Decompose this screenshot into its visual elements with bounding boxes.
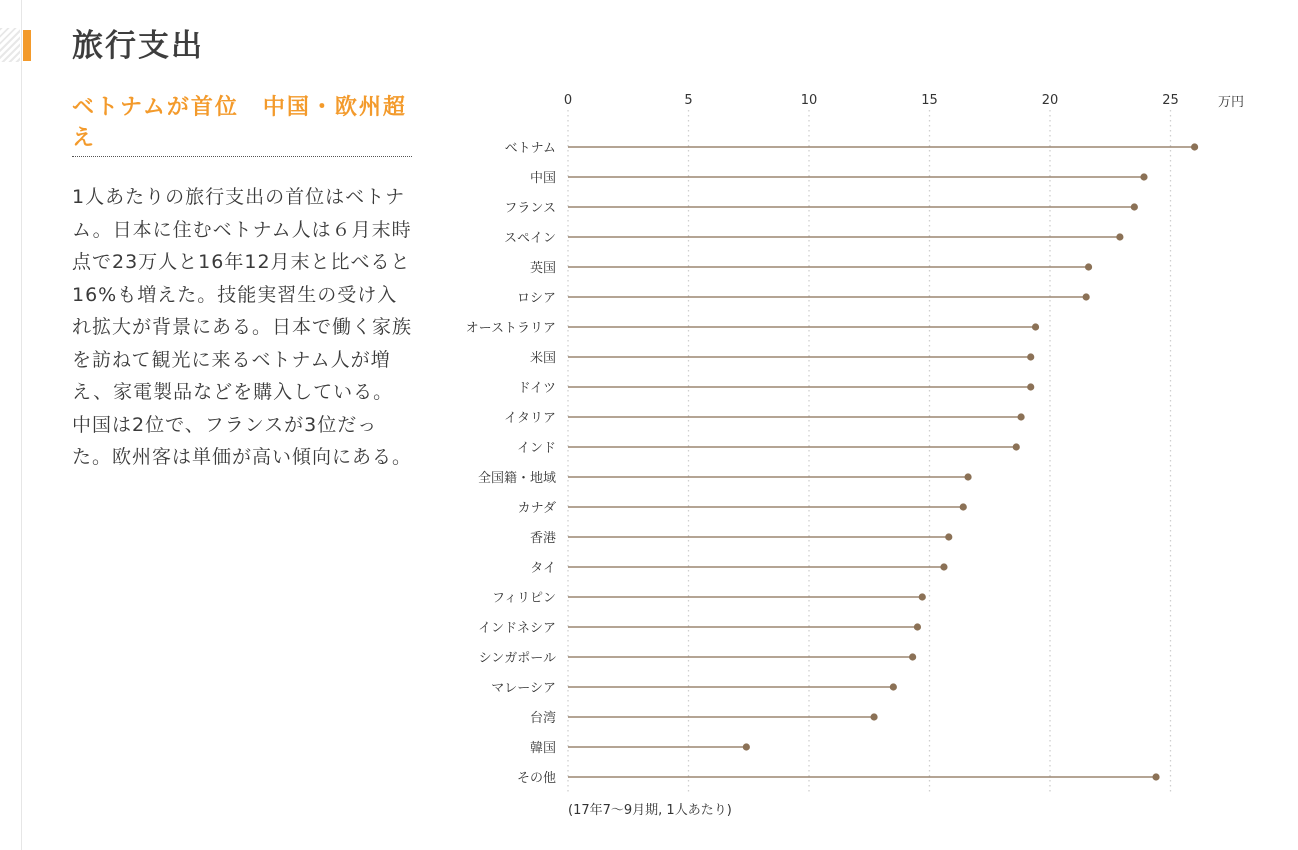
article-headline: ベトナムが首位 中国・欧州超え [72,95,407,151]
lollipop-dot [1140,173,1147,180]
lollipop-dot [960,503,967,510]
lollipop-dot [1032,323,1039,330]
category-label: ドイツ [517,381,556,396]
lollipop-dot [1085,263,1092,270]
x-axis-unit-label: 万円 [1218,95,1245,110]
category-label: シンガポール [478,651,556,666]
category-label: ロシア [516,291,556,306]
category-label: ベトナム [504,141,556,156]
category-label: 韓国 [529,741,556,756]
category-label: インド [516,441,556,456]
x-tick-label: 10 [800,93,818,108]
lollipop-dot [909,653,916,660]
category-label: フランス [504,201,556,216]
chart-grid [568,110,1171,795]
category-label: タイ [530,561,556,576]
lollipop-dot [743,743,750,750]
category-label: 全国籍・地域 [477,471,556,486]
x-tick-label: 5 [684,93,693,108]
lollipop-dot [940,563,947,570]
page-title: 旅行支出 [72,28,204,64]
x-tick-label: 20 [1041,93,1059,108]
lollipop-dot [919,593,926,600]
category-label: イタリア [503,411,556,426]
lollipop-dot [1027,353,1034,360]
category-label: 中国 [529,171,556,186]
category-label: インドネシア [478,621,556,636]
lollipop-dot [870,713,877,720]
left-border-line [21,0,22,850]
lollipop-dot [1191,143,1198,150]
lollipop-marks [568,143,1198,780]
lollipop-dot [1131,203,1138,210]
category-label: フィリピン [492,591,556,606]
decorative-hatch [0,28,20,62]
category-labels [466,141,556,786]
category-label: 香港 [529,531,556,546]
lollipop-dot [890,683,897,690]
category-label: その他 [516,771,556,786]
lollipop-dot [1027,383,1034,390]
lollipop-dot [1152,773,1159,780]
headline-divider [72,156,412,157]
lollipop-dot [964,473,971,480]
x-tick-label: 25 [1162,93,1179,108]
category-label: オーストラリア [465,321,556,336]
x-tick-label: 0 [563,93,573,108]
x-axis-ticks [564,93,1179,108]
lollipop-dot [1083,293,1090,300]
article-body: 1人あたりの旅行支出の首位はベトナム。日本に住むベトナム人は６月末時点で23万人と16年12月末と比べると16%も増えた。技能実習生の受け入れ拡大が背景にある。日本で働く家族を訪ねて観光に来るベトナム人が増え、家電製品などを購入している。中国は2位で、フランスが3位だった。欧州客は単価が高い傾向にある。 [72,186,413,468]
category-label: スペイン [503,231,556,246]
lollipop-dot [945,533,952,540]
category-label: 台湾 [529,711,556,726]
category-label: 英国 [529,261,556,276]
category-label: 米国 [529,351,556,366]
x-tick-label: 15 [921,93,938,108]
chart-footnote: (17年7～9月期, 1人あたり) [568,803,732,818]
category-label: マレーシア [491,681,556,696]
lollipop-dot [1017,413,1024,420]
title-accent-bar [23,30,31,61]
category-label: カナダ [517,501,556,516]
lollipop-dot [1116,233,1123,240]
travel-spending-chart [440,80,1260,830]
lollipop-dot [1013,443,1020,450]
lollipop-dot [914,623,921,630]
